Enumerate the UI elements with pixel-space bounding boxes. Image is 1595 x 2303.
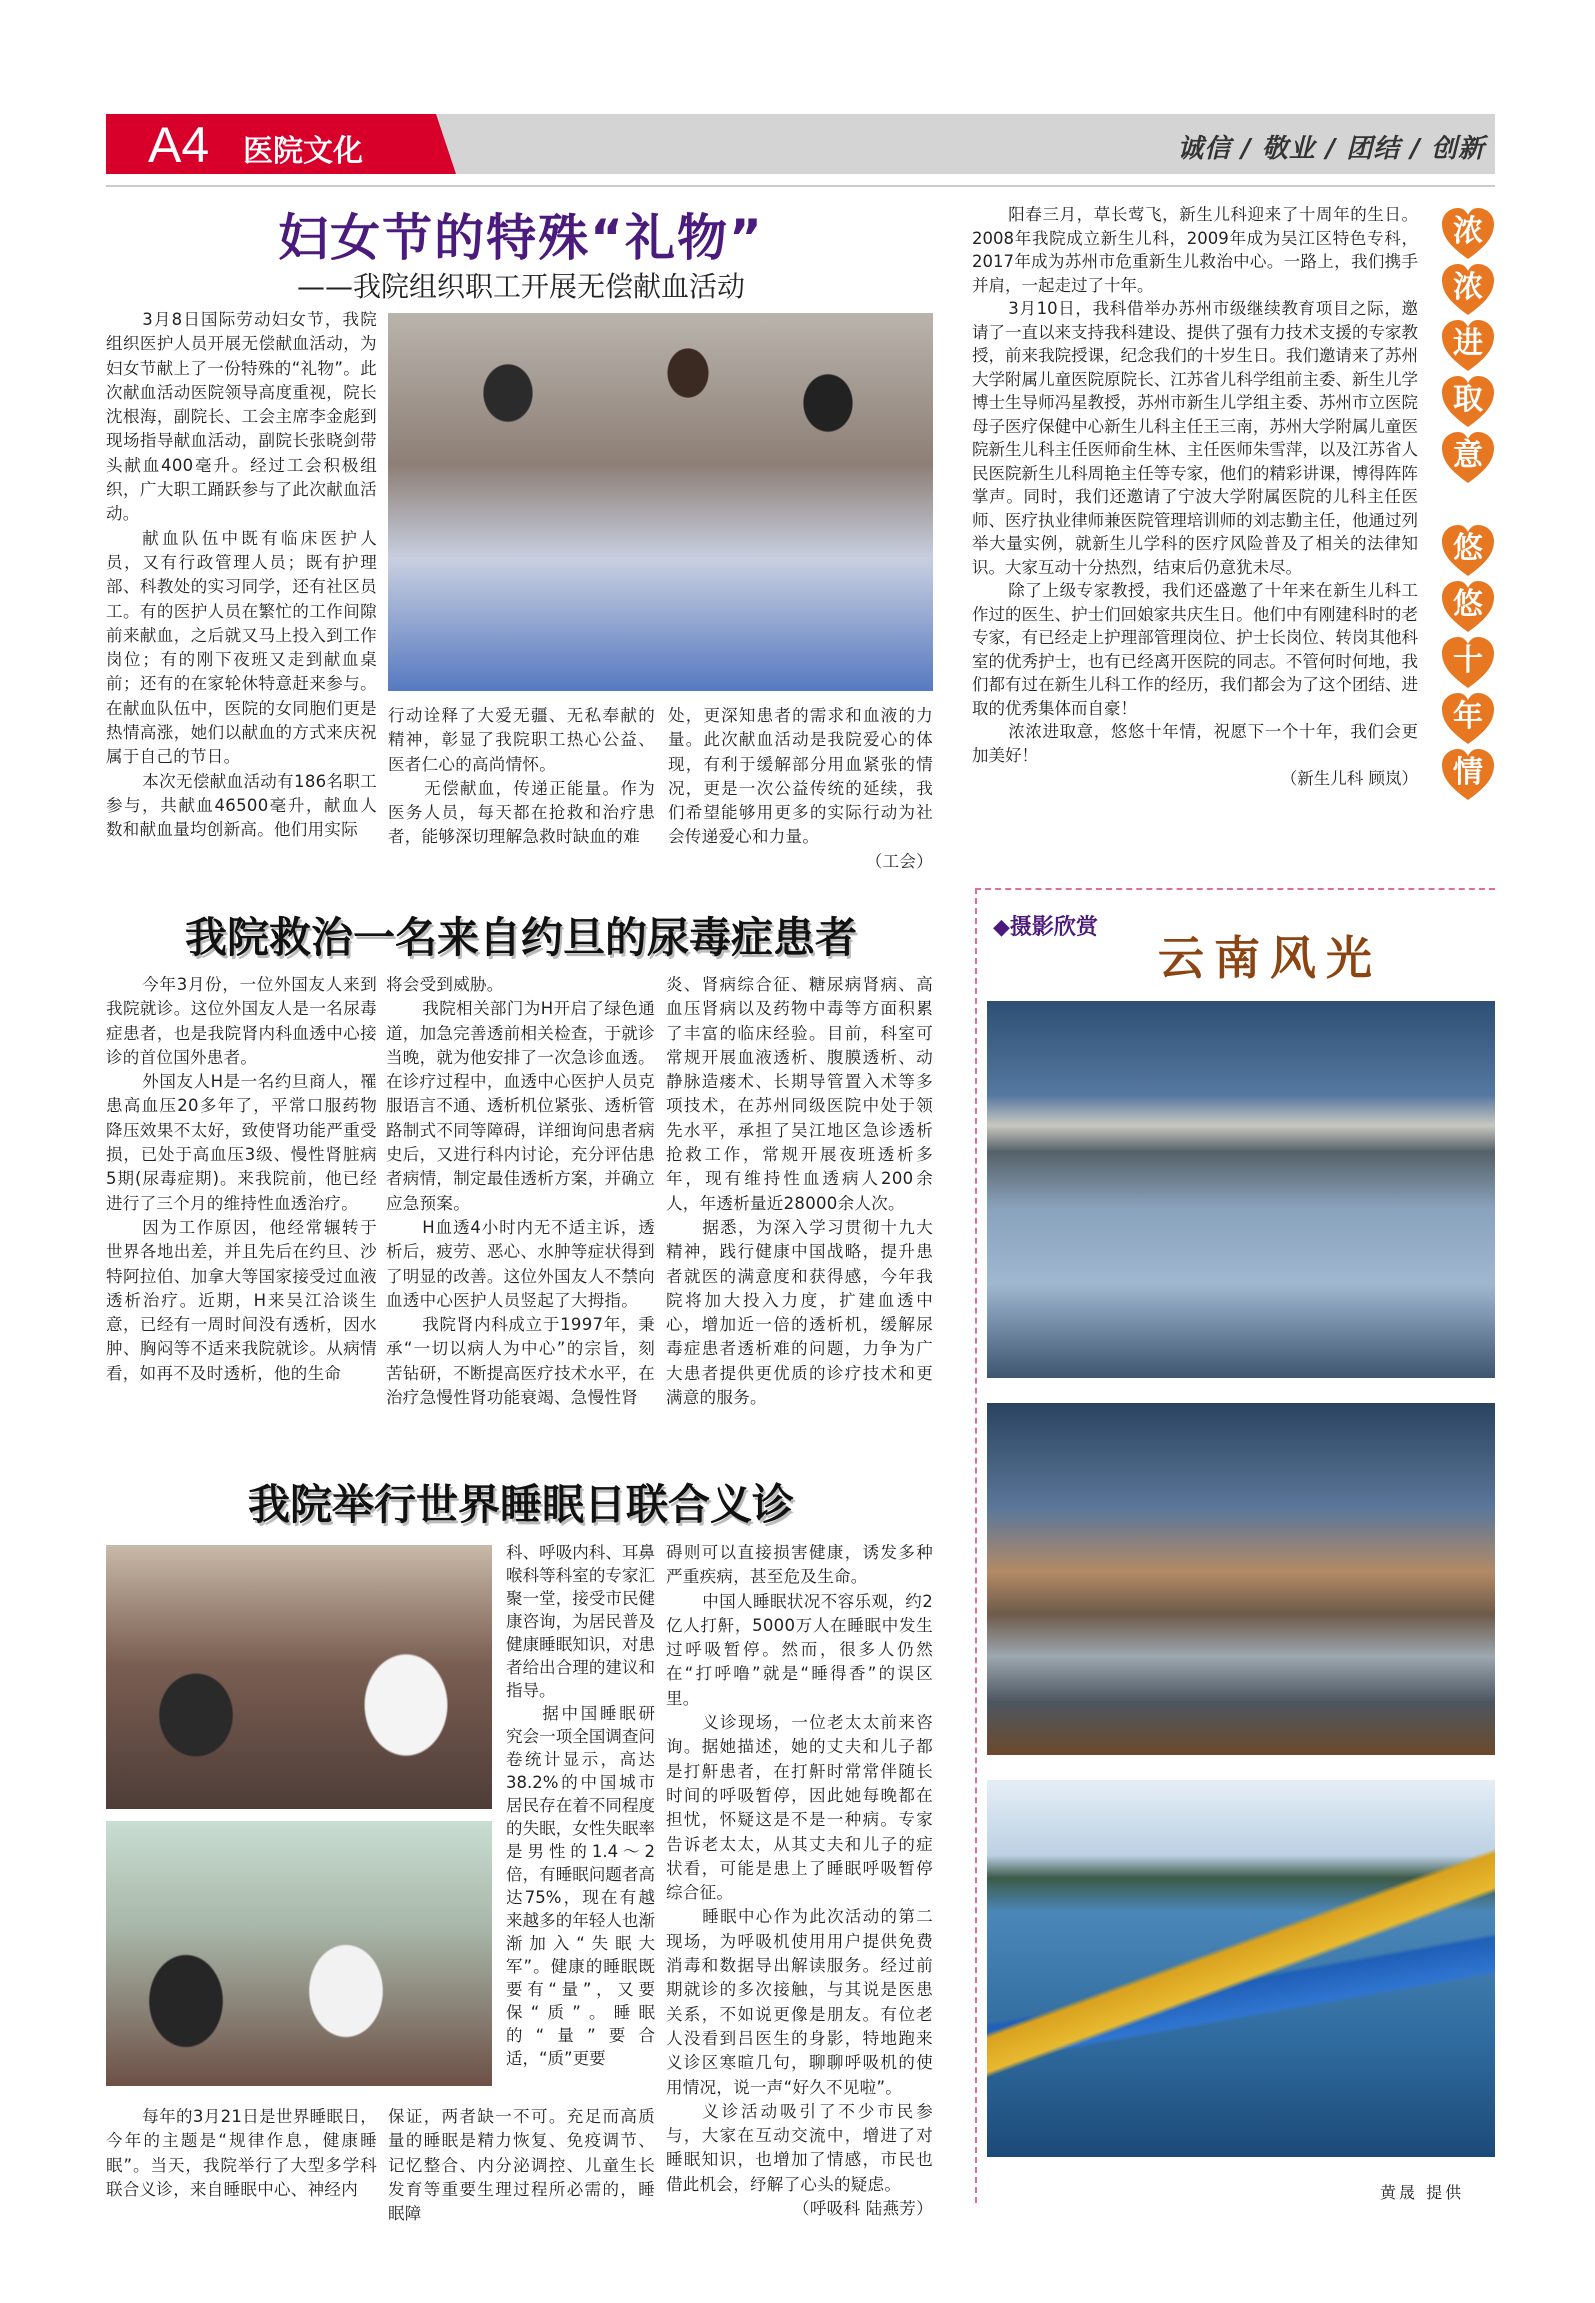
paragraph: 外国友人H是一名约旦商人，罹患高血压20多年了，平常口服药物降压效果不太好，致使肾功能严重受损，已处于高血压3级、慢性肾脏病5期(尿毒症期)。来我院前，他已经进行了三个月的维持性血透治疗。 xyxy=(106,1072,377,1213)
boats-lake-photo xyxy=(987,1780,1495,2157)
paragraph: 本次无偿献血活动有186名职工参与，共献血46500毫升，献血人数和献血量均创新高。他们用实际 xyxy=(106,771,377,840)
paragraph: 义诊现场，一位老太太前来咨询。据她描述，她的丈夫和儿子都是打鼾患者，在打鼾时常常伴随长时间的呼吸暂停，因此她每晚都在担忧，怀疑这是不是一种病。专家告诉老太太，从其丈夫和儿子的症状看，可能是患上了睡眠呼吸暂停综合征。 xyxy=(666,1713,933,1903)
article1-subtitle: ——我院组织职工开展无偿献血活动 xyxy=(296,270,745,303)
photo-section-title: 云南风光 xyxy=(1158,931,1382,985)
paragraph: 今年3月份，一位外国友人来到我院就诊。这位外国友人是一名尿毒症患者，也是我院肾内科血透中心接诊的首位国外患者。 xyxy=(106,975,377,1067)
paragraph: H血透4小时内无不适主诉，透析后，疲劳、恶心、水肿等症状得到了明显的改善。这位外国友人不禁向血透中心医护人员竖起了大拇指。 xyxy=(386,1217,655,1310)
lake-village-photo xyxy=(987,1001,1495,1378)
side-article xyxy=(972,203,1418,791)
article3-bottom-col2 xyxy=(388,2105,655,2226)
photo-section-tag: ◆摄影欣赏 xyxy=(993,915,1098,940)
paragraph: 行动诠释了大爱无疆、无私奉献的精神，彰显了我院职工热心公益、医者仁心的高尚情怀。 xyxy=(388,706,655,774)
heart-icon xyxy=(1441,431,1495,485)
page-number: A4 xyxy=(148,117,210,173)
motto: 诚信 / 敬业 / 团结 / 创新 xyxy=(1177,134,1485,164)
article3-bottom-col1 xyxy=(106,2105,377,2202)
paragraph: 中国人睡眠状况不容乐观，约2亿人打鼾，5000万人在睡眠中发生过呼吸暂停。然而，很多人仍然在“打呼噜”就是“睡得香”的误区里。 xyxy=(666,1591,933,1708)
dashed-divider xyxy=(975,888,1495,890)
clinic-photo-1 xyxy=(106,1545,492,1809)
paragraph: 科、呼吸内科、耳鼻喉科等科室的专家汇聚一堂，接受市民健康咨询，为居民普及健康睡眠知识，对患者给出合理的建议和指导。 xyxy=(506,1543,655,1700)
paragraph: 阳春三月，草长莺飞，新生儿科迎来了十周年的生日。2008年我院成立新生儿科，2009年成为吴江区特色专科，2017年成为苏州市危重新生儿救治中心。一路上，我们携手并肩，一起走过了十年。 xyxy=(972,205,1418,295)
paragraph: 碍则可以直接损害健康，诱发多种严重疾病，甚至危及生命。 xyxy=(666,1543,933,1587)
clinic-photo-2 xyxy=(106,1821,492,2086)
heart-icon xyxy=(1441,524,1495,578)
paragraph: 我院相关部门为H开启了绿色通道，加急完善透前相关检查，于就诊当晚，就为他安排了一次急诊血透。在诊疗过程中，血透中心医护人员克服语言不通、透析机位紧张、透析管路制式不同等障碍，详细询问患者病史后，又进行科内讨论，充分评估患者病情，制定最佳透析方案，并确立应急预案。 xyxy=(386,999,655,1213)
photo-credit: 黄晟 提供 xyxy=(1380,2183,1465,2202)
heart-char: 进 xyxy=(1453,326,1483,361)
paragraph: 我院肾内科成立于1997年，秉承“一切以病人为中心”的宗旨，刻苦钻研，不断提高医疗技术水平，在治疗急慢性肾功能衰竭、急慢性肾 xyxy=(386,1315,655,1408)
heart-char: 浓 xyxy=(1453,214,1483,249)
article3-narrow-col xyxy=(506,1541,655,2070)
article1-title: 妇女节的特殊“礼物” xyxy=(278,209,764,267)
paragraph: 3月8日国际劳动妇女节，我院组织医护人员开展无偿献血活动，为妇女节献上了一份特殊的“礼物”。此次献血活动医院领导高度重视，院长沈根海，副院长、工会主席李金彪到现场指导献血活动，副院长张晓剑带头献血400毫升。经过工会积极组织，广大职工踊跃参与了此次献血活动。 xyxy=(106,310,377,524)
header-rule xyxy=(106,185,1495,187)
article1-col3 xyxy=(668,704,933,874)
heart-char: 悠 xyxy=(1453,531,1483,566)
heart-char: 浓 xyxy=(1453,270,1483,305)
monastery-photo xyxy=(987,1403,1495,1755)
heart-char: 悠 xyxy=(1453,587,1483,622)
heart-char: 取 xyxy=(1453,382,1483,417)
heart-icon xyxy=(1441,263,1495,317)
section-name: 医院文化 xyxy=(243,134,363,169)
heart-icon xyxy=(1441,692,1495,746)
heart-icon xyxy=(1441,748,1495,802)
paragraph: 据悉，为深入学习贯彻十九大精神，践行健康中国战略，提升患者就医的满意度和获得感，今年我院将加大投入力度，扩建血透中心，增加近一倍的透析机，缓解尿毒症患者透析难的问题，力争为广大患者提供更优质的诊疗技术和更满意的服务。 xyxy=(666,1217,933,1408)
heart-char: 十 xyxy=(1453,643,1483,678)
paragraph: 炎、肾病综合征、糖尿病肾病、高血压肾病以及药物中毒等方面积累了丰富的临床经验。目前，科室可常规开展血液透析、腹膜透析、动静脉造瘘术、长期导管置入术等多项技术，在苏州同级医院中处于领先水平，承担了吴江地区急诊透析抢救工作，常规开展夜班透析多年，现有维持性血透病人200余人，年透析量近28000余人次。 xyxy=(666,975,933,1213)
paragraph: 3月10日，我科借举办苏州市级继续教育项目之际，邀请了一直以来支持我科建设、提供了强有力技术支援的专家教授，前来我院授课，纪念我们的十岁生日。我们邀请来了苏州大学附属儿童医院原院长、江苏省儿科学组前主委、新生儿学博士生导师冯星教授，苏州市新生儿学组主委、苏州市立医院母子医疗保健中心新生儿科主任王三南，苏州大学附属儿童医院新生儿科主任医师俞生林、主任医师朱雪萍，以及江苏省人民医院新生儿科周艳主任等专家，他们的精彩讲课，博得阵阵掌声。同时，我们还邀请了宁波大学附属医院的儿科主任医师、医疗执业律师兼医院管理培训师的刘志勤主任，他通过列举大量实例，就新生儿学科的医疗风险普及了相关的法律知识。大家互动十分热烈，结束后仍意犹未尽。 xyxy=(972,299,1418,577)
paragraph: 除了上级专家教授，我们还盛邀了十年来在新生儿科工作过的医生、护士们回娘家共庆生日。他们中有刚建科时的老专家，有已经走上护理部管理岗位、护士长岗位、转岗其他科室的优秀护士，也有已经离开医院的同志。不管何时何地，我们都有过在新生儿科工作的经历，我们都会为了这个团结、进取的优秀集体而自豪！ xyxy=(972,581,1418,718)
article3-title: 我院举行世界睡眠日联合义诊 xyxy=(247,1480,794,1529)
dashed-divider xyxy=(975,888,977,2203)
article2-col2 xyxy=(386,973,655,1410)
blood-donation-photo xyxy=(388,313,933,691)
paragraph: 义诊活动吸引了不少市民参与，大家在互动交流中，增进了对睡眠知识，也增加了情感，市民也借此机会，纾解了心头的疑虑。 xyxy=(666,2101,933,2194)
byline: （新生儿科 顾岚） xyxy=(1280,769,1418,788)
heart-icon xyxy=(1441,375,1495,429)
heart-icon xyxy=(1441,207,1495,261)
paragraph: 据中国睡眠研究会一项全国调查问卷统计显示，高达38.2%的中国城市居民存在着不同程度的失眠，女性失眠率是男性的1.4～2倍，有睡眠问题者高达75%，现在有越来越多的年轻人也渐渐加入“失眠大军”。健康的睡眠既要有“量”，又要保“质”。睡眠的“量”要合适，“质”更要 xyxy=(506,1704,655,2068)
heart-char: 意 xyxy=(1453,438,1483,473)
byline: （工会） xyxy=(865,851,933,871)
paragraph: 睡眠中心作为此次活动的第二现场，为呼吸机使用用户提供免费消毒和数据导出解读服务。经过前期就诊的多次接触，与其说是医患关系，不如说更像是朋友。有位老人没看到吕医生的身影，特地跑来义诊区寒暄几句，聊聊呼吸机的使用情况，说一声“好久不见啦”。 xyxy=(666,1907,933,2097)
paragraph: 每年的3月21日是世界睡眠日，今年的主题是“规律作息，健康睡眠”。当天，我院举行了大型多学科联合义诊，来自睡眠中心、神经内 xyxy=(106,2107,377,2199)
paragraph: 无偿献血，传递正能量。作为医务人员，每天都在抢救和治疗患者，能够深切理解急救时缺血的难 xyxy=(388,778,655,847)
article2-title: 我院救治一名来自约旦的尿毒症患者 xyxy=(184,913,857,962)
paragraph: 浓浓进取意，悠悠十年情，祝愿下一个十年，我们会更加美好！ xyxy=(972,722,1418,765)
heart-char: 情 xyxy=(1453,755,1483,790)
paragraph: 保证，两者缺一不可。充足而高质量的睡眠是精力恢复、免疫调节、记忆整合、内分泌调控、儿童生长发育等重要生理过程所必需的，睡眠障 xyxy=(388,2107,655,2224)
paragraph: 处，更深知患者的需求和血液的力量。此次献血活动是我院爱心的体现，有利于缓解部分用血紧张的情况，更是一次公益传统的延续，我们希望能够用更多的实际行动为社会传递爱心和力量。 xyxy=(668,706,933,847)
article3-col3 xyxy=(666,1541,933,2221)
heart-char: 年 xyxy=(1453,699,1483,734)
heart-icon xyxy=(1441,580,1495,634)
article2-col3 xyxy=(666,973,933,1410)
byline: （呼吸科 陆燕芳） xyxy=(793,2199,933,2219)
paragraph: 将会受到威胁。 xyxy=(386,975,504,994)
article1-col1 xyxy=(106,308,377,843)
heart-icon xyxy=(1441,636,1495,690)
paragraph: 献血队伍中既有临床医护人员，又有行政管理人员；既有护理部、科教处的实习同学，还有社区员工。有的医护人员在繁忙的工作间隙前来献血，之后就又马上投入到工作岗位；有的刚下夜班又走到献血桌前；还有的在家轮休特意赶来参与。在献血队伍中，医院的女同胞们更是热情高涨，她们以献血的方式来庆祝属于自己的节日。 xyxy=(106,528,377,767)
heart-icon xyxy=(1441,319,1495,373)
article2-col1 xyxy=(106,973,377,1386)
article1-col2 xyxy=(388,704,655,850)
paragraph: 因为工作原因，他经常辗转于世界各地出差，并且先后在约旦、沙特阿拉伯、加拿大等国家接受过血液透析治疗。近期，H来吴江洽谈生意，已经有一周时间没有透析，因水肿、胸闷等不适来我院就诊。从病情看，如再不及时透析，他的生命 xyxy=(106,1217,377,1383)
